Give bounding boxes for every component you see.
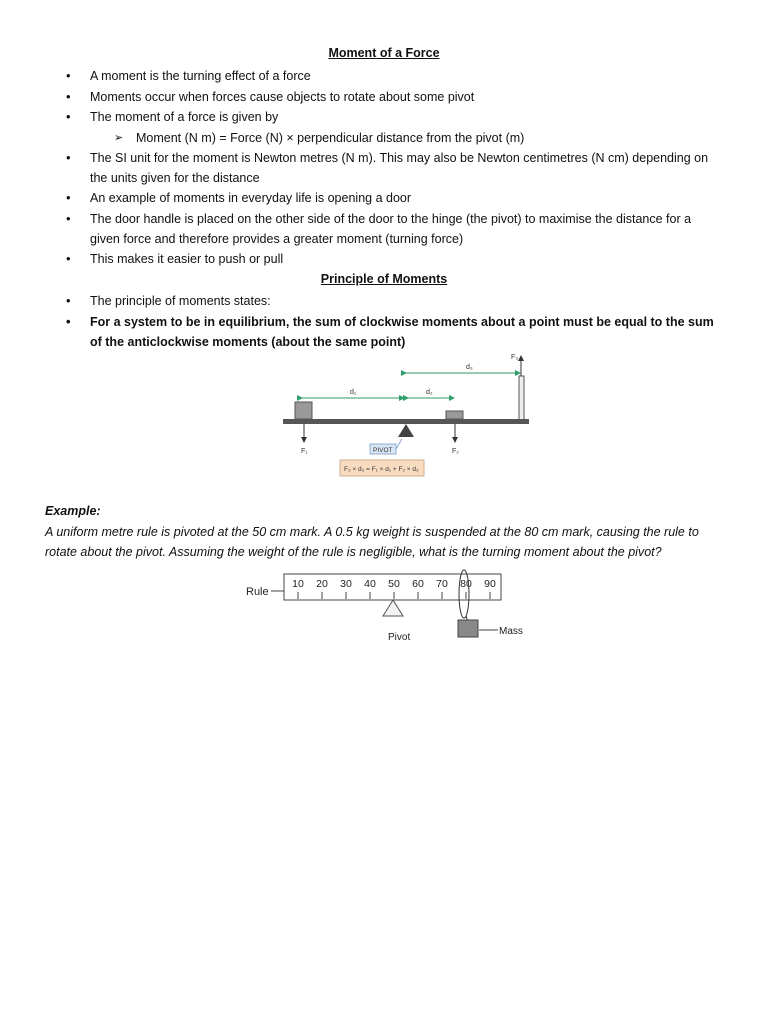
bullet-item: • The principle of moments states: [0,291,768,311]
f1-label: F₁ [301,448,308,455]
pivot-label: Pivot [388,632,411,643]
principle-bullet-list [0,291,768,352]
rule-tick-label: 40 [364,578,376,590]
d1-label: d₁ [350,389,357,396]
pivot-pointer-line [396,439,402,449]
bullet-item: • A moment is the turning effect of a force [0,66,768,86]
rule-tick-label: 50 [388,578,400,590]
left-weight-block [295,402,312,419]
f2-label: F₂ [452,448,459,455]
bullet-item: • This makes it easier to push or pull [0,249,768,269]
example-text: A uniform metre rule is pivoted at the 50 cm mark. A 0.5 kg weight is suspended at the 80 cm mark, causing the rule to rotate about the pivot. Assuming the weight of the rule is negligible, what is the turning moment about the pivot? [45,525,699,559]
bullet-dot-icon: • [66,293,71,308]
bullet-dot-icon: • [66,251,71,266]
rule-label: Rule [246,586,269,598]
bullet-item: • The SI unit for the moment is Newton metres (N m). This may also be Newton centimetres (N cm) depending on the units given for the distance [66,149,709,185]
f3-label: F₃ [511,354,519,361]
pivot-triangle [383,600,403,616]
metre-rule-diagram [240,566,540,650]
arrow-bullet-icon: ➢ [114,131,124,144]
example-title: Example: [45,504,101,518]
rule-tick-label: 10 [292,578,304,590]
moments-lever-diagram [278,350,538,482]
bullet-dot-icon: • [66,88,71,104]
rule-tick-label: 80 [460,578,472,590]
pivot-triangle [398,424,414,437]
section-title-moment: Moment of a Force [328,46,440,60]
equation-text: F₃ × d₃ = F₁ × d₁ + F₂ × d₂ [344,466,419,473]
rule-tick-label: 60 [412,578,424,590]
d2-label: d₂ [426,389,433,396]
rule-tick-label: 70 [436,578,448,590]
d3-label: d₃ [466,364,473,371]
rule-tick-labels [292,578,496,590]
bullet-dot-icon: • [66,313,71,329]
mass-block [458,620,478,637]
bullet-dot-icon: • [66,190,71,205]
mass-label: Mass [499,626,523,637]
bullet-dot-icon: • [66,149,71,165]
bullet-item: • Moments occur when forces cause objects to rotate about some pivot [0,87,768,107]
bullet-dot-icon: • [66,109,71,124]
right-weight-block [446,411,463,419]
pivot-label: PIVOT [373,447,393,454]
bullet-item: • For a system to be in equilibrium, the sum of clockwise moments about a point must be equal to the sum of the anticlockwise moments (about the same point) [66,313,714,349]
rule-tick-label: 20 [316,578,328,590]
bullet-dot-icon: • [66,210,71,226]
bullet-item: • The moment of a force is given by [0,107,768,127]
bullet-item: • An example of moments in everyday life is opening a door [0,188,768,208]
section-title-principle: Principle of Moments [320,272,448,286]
rule-tick-label: 30 [340,578,352,590]
bullet-item: • The door handle is placed on the other side of the door to the hinge (the pivot) to maximise the distance for a given force and therefore provides a greater moment (turning force) [66,210,692,246]
rule-tick-label: 90 [484,578,496,590]
lever-beam [283,419,529,424]
moment-bullet-list [0,66,768,270]
bullet-dot-icon: • [66,68,71,83]
f3-post [519,376,524,420]
formula-item: ➢ Moment (N m) = Force (N) × perpendicular distance from the pivot (m) [0,128,768,148]
